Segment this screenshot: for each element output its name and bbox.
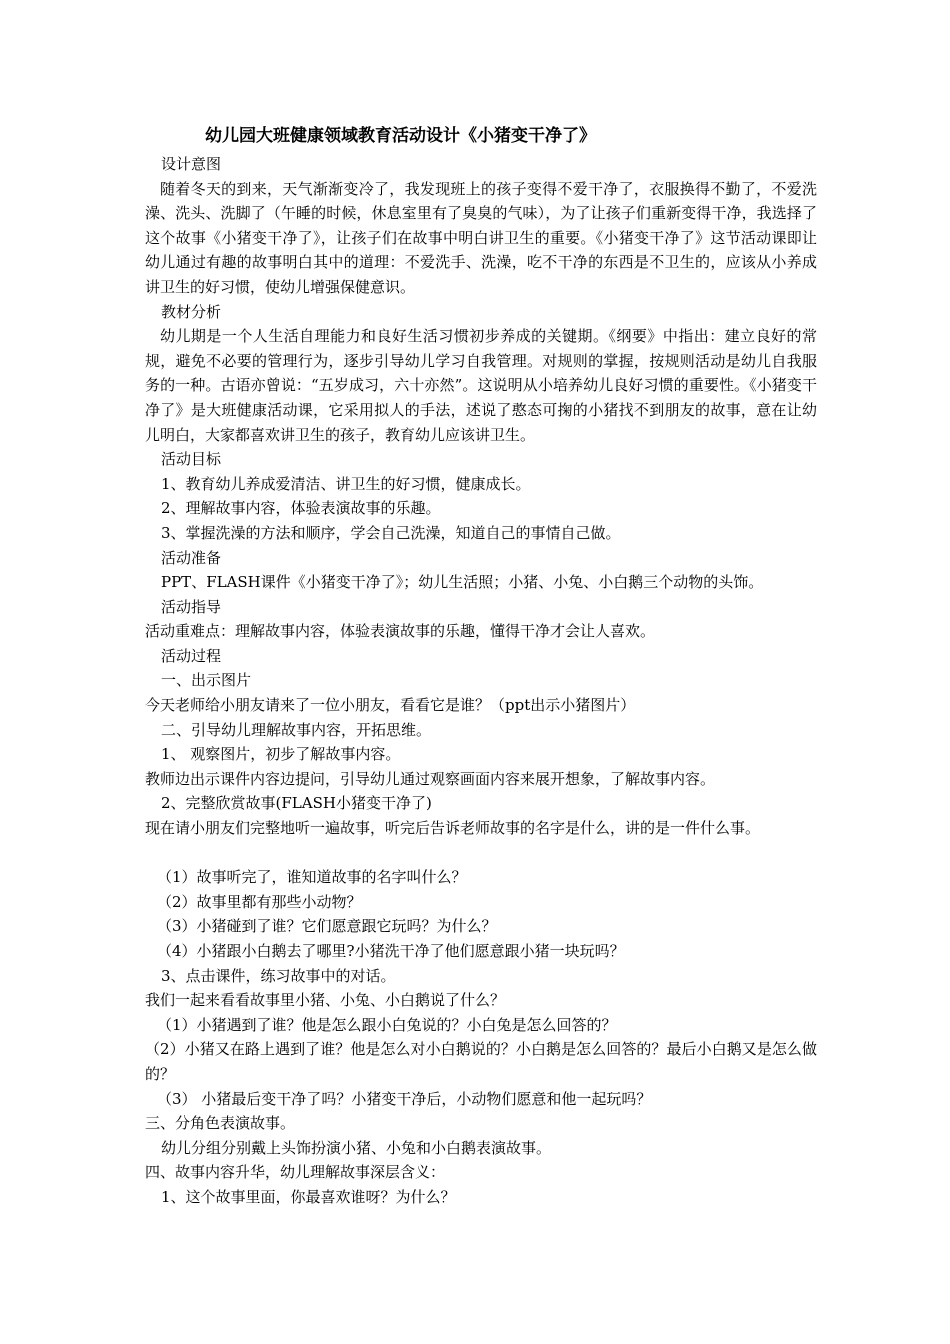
step-4-1: 1、这个故事里面，你最喜欢谁呀？为什么？ [161, 1187, 456, 1206]
goal-3: 3、掌握洗澡的方法和顺序，学会自己洗澡，知道自己的事情自己做。 [161, 523, 621, 542]
h-activity-guide: 活动指导 [161, 597, 222, 616]
q-1: （1）故事听完了，谁知道故事的名字叫什么？ [157, 868, 467, 887]
step-2-2: 2、完整欣赏故事(FLASH小猪变干净了) [161, 794, 432, 813]
h-activity-goals: 活动目标 [161, 450, 222, 469]
step-2: 二、引导幼儿理解故事内容，开拓思维。 [161, 720, 432, 739]
step-1: 一、出示图片 [161, 671, 252, 690]
step-1-text: 今天老师给小朋友请来了一位小朋友，看看它是谁？（ppt出示小猪图片） [145, 696, 636, 715]
step-4: 四、故事内容升华，幼儿理解故事深层含义： [145, 1163, 446, 1182]
q-4: （4）小猪跟小白鹅去了哪里?小猪洗干净了他们愿意跟小猪一块玩吗？ [157, 942, 625, 960]
prep-1: PPT、FLASH课件《小猪变干净了》；幼儿生活照；小猪、小兔、小白鹅三个动物的头饰。 [161, 573, 764, 592]
h-activity-prep: 活动准备 [161, 548, 222, 567]
guide-key: 活动重难点：理解故事内容，体验表演故事的乐趣，懂得干净才会让人喜欢。 [145, 622, 656, 641]
step-2-3-text: 我们一起来看看故事里小猪、小兔、小白鹅说了什么？ [145, 991, 506, 1010]
d-2: （2）小猪又在路上遇到了谁？他是怎么对小白鹅说的？小白鹅是怎么回答的？最后小白鹅又是怎么做的？ [145, 1040, 817, 1083]
q-2: （2）故事里都有那些小动物？ [157, 892, 362, 911]
q-3: （3）小猪碰到了谁？它们愿意跟它玩吗？为什么？ [157, 917, 497, 936]
goal-1: 1、教育幼儿养成爱清洁、讲卫生的好习惯，健康成长。 [161, 474, 531, 493]
step-3-text: 幼儿分组分别戴上头饰扮演小猪、小兔和小白鹅表演故事。 [161, 1138, 552, 1157]
d-1: （1）小猪遇到了谁？他是怎么跟小白兔说的？小白兔是怎么回答的？ [157, 1015, 617, 1034]
step-2-1-text: 教师边出示课件内容边提问，引导幼儿通过观察画面内容来展开想象，了解故事内容。 [145, 769, 716, 788]
step-2-1: 1、 观察图片，初步了解故事内容。 [161, 745, 401, 764]
document-page [145, 122, 817, 1210]
goal-2: 2、理解故事内容，体验表演故事的乐趣。 [161, 499, 441, 518]
h-material-analysis: 教材分析 [161, 302, 222, 321]
step-2-2-text: 现在请小朋友们完整地听一遍故事，听完后告诉老师故事的名字是什么，讲的是一件什么事。 [145, 819, 761, 838]
step-2-3: 3、点击课件，练习故事中的对话。 [161, 966, 396, 985]
d-3: （3） 小猪最后变干净了吗？小猪变干净后，小动物们愿意和他一起玩吗？ [157, 1089, 652, 1108]
p-design-intent: 随着冬天的到来，天气渐渐变冷了，我发现班上的孩子变得不爱干净了，衣服换得不勤了，不爱洗澡、洗头、洗脚了（午睡的时候，休息室里有了臭臭的气味），为了让孩子们重新变得干净，我选择了这个故事《小猪变干净了》，让孩子们在故事中明白讲卫生的重要。《小猪变干净了》这节活动课即让幼儿通过有趣的故事明白其中的道理：不爱洗手、洗澡，吃不干净的东西是不卫生的，应该从小养成讲卫生的好习惯，使幼儿增强保健意识。 [145, 179, 817, 296]
blank-1 [145, 841, 817, 866]
p-material-analysis: 幼儿期是一个人生活自理能力和良好生活习惯初步养成的关键期。《纲要》中指出：建立良好的常规，避免不必要的管理行为，逐步引导幼儿学习自我管理。对规则的掌握，按规则活动是幼儿自我服务的一种。古语亦曾说：“五岁成习，六十亦然”。这说明从小培养幼儿良好习惯的重要性。《小猪变干净了》是大班健康活动课，它采用拟人的手法，述说了憨态可掬的小猪找不到朋友的故事，意在让幼儿明白，大家都喜欢讲卫生的孩子，教育幼儿应该讲卫生。 [145, 327, 817, 444]
document-title: 幼儿园大班健康领域教育活动设计《小猪变干净了》 [205, 126, 596, 146]
h-activity-process: 活动过程 [161, 646, 222, 665]
h-design-intent: 设计意图 [161, 155, 222, 173]
step-3: 三、分角色表演故事。 [145, 1114, 296, 1133]
document-body [145, 152, 817, 1210]
